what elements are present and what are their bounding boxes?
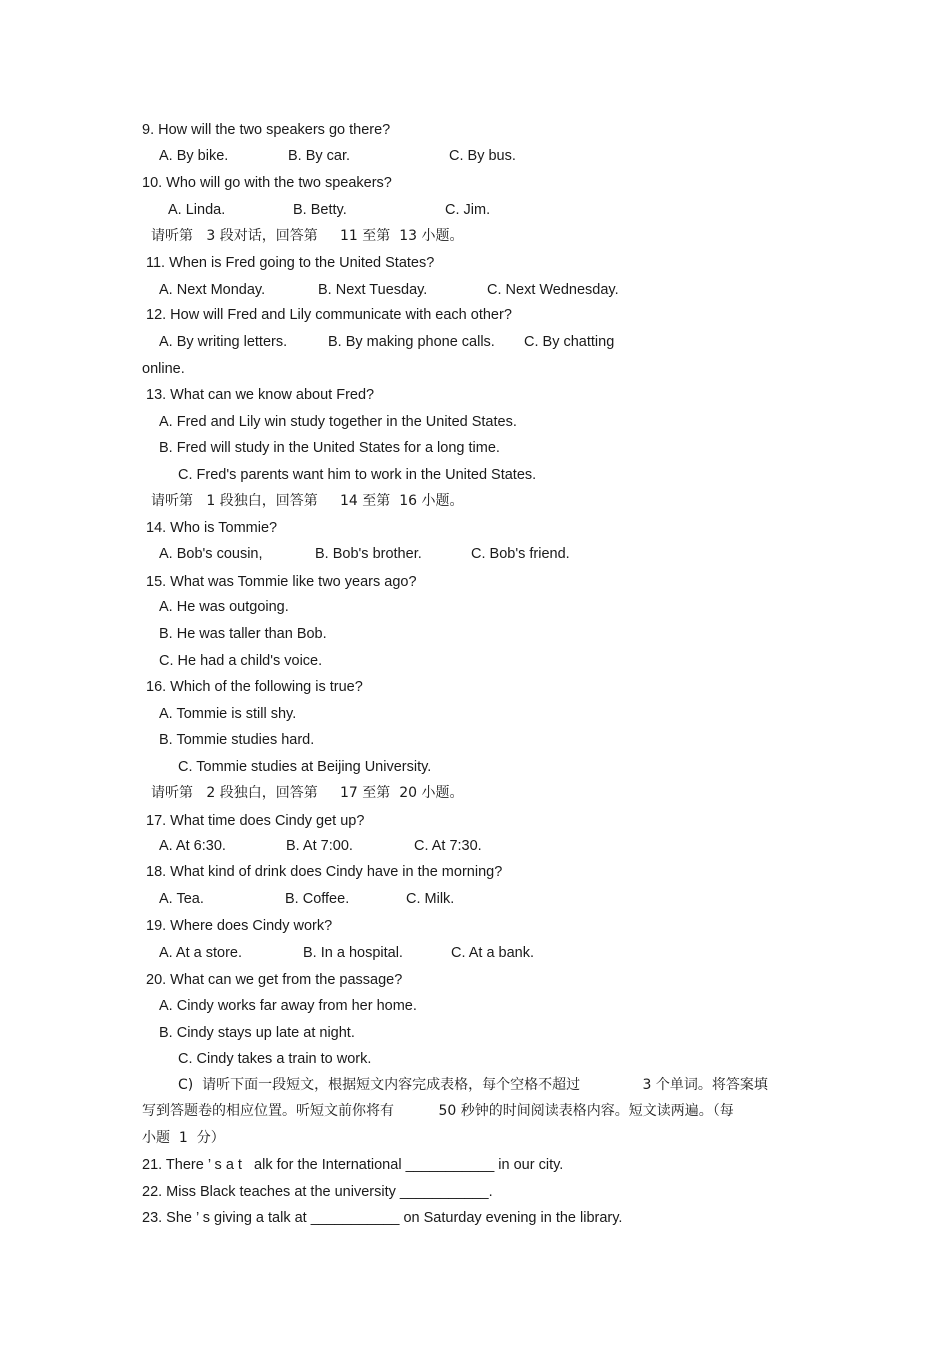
option-19a: A. At a store.	[159, 945, 243, 961]
option-14c: C. Bob's friend.	[471, 546, 570, 562]
option-9b: B. By car.	[288, 148, 351, 164]
option-16a: A. Tommie is still shy.	[159, 706, 297, 722]
option-18a: A. Tea.	[159, 891, 204, 907]
option-13b: B. Fred will study in the United States for a long time.	[159, 440, 500, 456]
question-18: 18. What kind of drink does Cindy have in the morning?	[146, 864, 503, 880]
question-11: 11. When is Fred going to the United States?	[146, 255, 435, 271]
option-10a: A. Linda.	[168, 202, 226, 218]
option-17b: B. At 7:00.	[286, 838, 353, 854]
option-9c: C. By bus.	[449, 148, 516, 164]
option-12b: B. By making phone calls.	[328, 334, 495, 350]
option-9a: A. By bike.	[159, 148, 229, 164]
section-instruction-11-13: 请听第 3 段对话，回答第 11 至第 13 小题。	[151, 228, 464, 244]
option-17a: A. At 6:30.	[159, 838, 226, 854]
question-15: 15. What was Tommie like two years ago?	[146, 574, 417, 590]
option-14b: B. Bob's brother.	[315, 546, 422, 562]
question-19: 19. Where does Cindy work?	[146, 918, 333, 934]
option-10c: C. Jim.	[445, 202, 491, 218]
question-14: 14. Who is Tommie?	[146, 520, 278, 536]
option-15b: B. He was taller than Bob.	[159, 626, 327, 642]
section-c-instruction-line3: 小题 1 分）	[142, 1130, 225, 1146]
option-11a: A. Next Monday.	[159, 282, 266, 298]
section-c-instruction-line2: 写到答题卷的相应位置。听短文前你将有 50 秒钟的时间阅读表格内容。短文读两遍。（每	[142, 1103, 734, 1119]
option-20c: C. Cindy takes a train to work.	[178, 1051, 372, 1067]
option-14a: A. Bob's cousin,	[159, 546, 263, 562]
question-10: 10. Who will go with the two speakers?	[142, 175, 392, 191]
option-15c: C. He had a child's voice.	[159, 653, 323, 669]
option-18b: B. Coffee.	[285, 891, 350, 907]
option-18c: C. Milk.	[406, 891, 455, 907]
option-10b: B. Betty.	[293, 202, 347, 218]
option-12c: C. By chatting	[524, 334, 615, 350]
option-20b: B. Cindy stays up late at night.	[159, 1025, 355, 1041]
question-12: 12. How will Fred and Lily communicate with each other?	[146, 307, 512, 323]
option-15a: A. He was outgoing.	[159, 599, 289, 615]
option-20a: A. Cindy works far away from her home.	[159, 998, 417, 1014]
option-11c: C. Next Wednesday.	[487, 282, 619, 298]
question-23: 23. She ’ s giving a talk at ___________ on Saturday evening in the library.	[142, 1210, 623, 1226]
question-20: 20. What can we get from the passage?	[146, 972, 403, 988]
question-17: 17. What time does Cindy get up?	[146, 813, 365, 829]
option-17c: C. At 7:30.	[414, 838, 482, 854]
option-19b: B. In a hospital.	[303, 945, 403, 961]
option-12a: A. By writing letters.	[159, 334, 288, 350]
option-13a: A. Fred and Lily win study together in the United States.	[159, 414, 517, 430]
section-instruction-14-16: 请听第 1 段独白，回答第 14 至第 16 小题。	[151, 493, 464, 509]
section-c-instruction-line1: C) 请听下面一段短文，根据短文内容完成表格，每个空格不超过 3 个单词。将答案填	[178, 1077, 768, 1093]
question-22: 22. Miss Black teaches at the university ___________.	[142, 1184, 493, 1200]
question-9: 9. How will the two speakers go there?	[142, 122, 391, 138]
question-21: 21. There ’ s a t alk for the International ___________ in our city.	[142, 1157, 564, 1173]
question-13: 13. What can we know about Fred?	[146, 387, 375, 403]
option-12c-continued: online.	[142, 361, 185, 377]
option-13c: C. Fred's parents want him to work in the United States.	[178, 467, 537, 483]
option-11b: B. Next Tuesday.	[318, 282, 428, 298]
option-19c: C. At a bank.	[451, 945, 535, 961]
option-16c: C. Tommie studies at Beijing University.	[178, 759, 432, 775]
question-16: 16. Which of the following is true?	[146, 679, 363, 695]
section-instruction-17-20: 请听第 2 段独白，回答第 17 至第 20 小题。	[151, 785, 464, 801]
option-16b: B. Tommie studies hard.	[159, 732, 315, 748]
